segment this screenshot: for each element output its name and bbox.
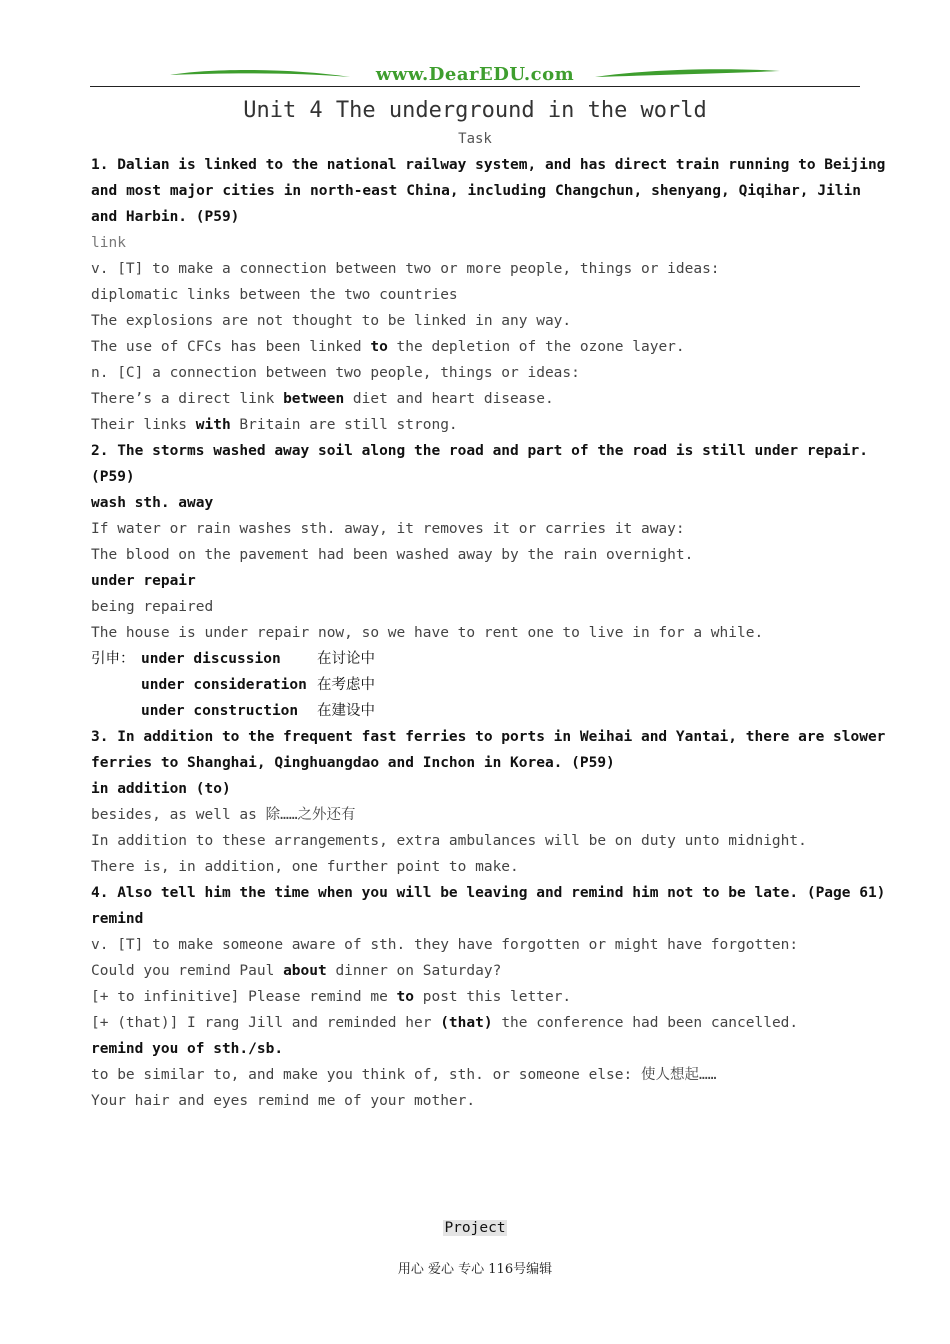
headword-link: link <box>91 235 126 251</box>
example-text: diet and heart disease. <box>344 391 554 407</box>
extension-translation: 在讨论中 <box>317 651 375 667</box>
headword-remind: remind <box>91 911 144 927</box>
page-header <box>90 62 860 92</box>
definition-verb: v. [T] to make someone aware of sth. they have forgotten or might have forgotten: <box>91 937 799 953</box>
next-section-label: Project <box>444 1220 506 1236</box>
extension-phrase: under consideration <box>141 677 307 693</box>
sentence-3-line-1: 3. In addition to the frequent fast ferries to ports in Weihai and Yantai, there are slower <box>91 729 886 745</box>
example-text: Their links <box>91 417 196 433</box>
example-line <box>91 386 861 412</box>
example-text: Britain are still strong. <box>230 417 458 433</box>
example-text: post this letter. <box>414 989 572 1005</box>
keyword: with <box>195 417 231 433</box>
definition-verb: v. [T] to make a connection between two or more people, things or ideas: <box>91 261 720 277</box>
example-line <box>91 334 861 360</box>
keyword: (that) <box>440 1015 493 1031</box>
example-text: the depletion of the ozone layer. <box>387 339 685 355</box>
phrase-heading: remind you of sth./sb. <box>91 1041 284 1057</box>
example-line <box>91 1010 861 1036</box>
sentence-2-line-1: 2. The storms washed away soil along the road and part of the road is still under repair. <box>91 443 868 459</box>
example-text: [+ (that)] I rang Jill and reminded her <box>91 1015 441 1031</box>
example-text: There’s a direct link <box>91 391 284 407</box>
extension-phrase: under construction <box>141 703 299 719</box>
definition: besides, as well as 除……之外还有 <box>91 807 356 823</box>
example-line: The explosions are not thought to be linked in any way. <box>91 313 572 329</box>
extension-row <box>91 672 861 698</box>
definition-noun: n. [C] a connection between two people, things or ideas: <box>91 365 580 381</box>
next-section-heading <box>0 1220 950 1236</box>
definition: If water or rain washes sth. away, it removes it or carries it away: <box>91 521 685 537</box>
sentence-1-line-3: and Harbin. (P59) <box>91 209 240 225</box>
sentence-4-line-1: 4. Also tell him the time when you will be leaving and remind him not to be late. (Page 61) <box>91 885 886 901</box>
keyword: to <box>396 989 415 1005</box>
page-subtitle: Task <box>458 131 492 147</box>
example-line: In addition to these arrangements, extra ambulances will be on duty unto midnight. <box>91 833 807 849</box>
example-line: There is, in addition, one further point to make. <box>91 859 519 875</box>
example-text: dinner on Saturday? <box>326 963 502 979</box>
example-text: the conference had been cancelled. <box>492 1015 799 1031</box>
sentence-1-line-1: 1. Dalian is linked to the national railway system, and has direct train running to Beijing <box>91 157 886 173</box>
footer-credit: 用心 爱心 专心 116号编辑 <box>397 1262 553 1277</box>
phrase-heading: wash sth. away <box>91 495 214 511</box>
header-divider <box>90 86 860 87</box>
extension-translation: 在建设中 <box>317 703 375 719</box>
keyword: about <box>283 963 327 979</box>
example-text: [+ to infinitive] Please remind me <box>91 989 397 1005</box>
extension-phrase: under discussion <box>141 651 281 667</box>
example-line <box>91 412 861 438</box>
extension-row <box>91 646 861 672</box>
definition: being repaired <box>91 599 214 615</box>
example-line <box>91 984 861 1010</box>
extension-label: 引申： <box>91 651 135 667</box>
sentence-1-line-2: and most major cities in north-east China, including Changchun, shenyang, Qiqihar, Jilin <box>91 183 861 199</box>
example-text: The use of CFCs has been linked <box>91 339 371 355</box>
extension-translation: 在考虑中 <box>317 677 375 693</box>
phrase-heading: in addition (to) <box>91 781 231 797</box>
page-title: Unit 4 The underground in the world <box>243 98 707 123</box>
site-logo: www.DearEDU.com <box>375 64 575 85</box>
example-line: The house is under repair now, so we have to rent one to live in for a while. <box>91 625 764 641</box>
keyword: between <box>283 391 345 407</box>
example-line: The blood on the pavement had been washed away by the rain overnight. <box>91 547 694 563</box>
phrase-heading: under repair <box>91 573 196 589</box>
example-text: Could you remind Paul <box>91 963 284 979</box>
sentence-3-line-2: ferries to Shanghai, Qinghuangdao and Inchon in Korea. (P59) <box>91 755 615 771</box>
example-line <box>91 958 861 984</box>
definition: to be similar to, and make you think of, sth. or someone else: 使人想起…… <box>91 1067 717 1083</box>
extension-row <box>91 698 861 724</box>
document-body <box>91 152 886 1114</box>
example-line: diplomatic links between the two countries <box>91 287 458 303</box>
keyword: to <box>370 339 388 355</box>
sentence-2-line-2: (P59) <box>91 469 135 485</box>
example-line: Your hair and eyes remind me of your mother. <box>91 1093 476 1109</box>
